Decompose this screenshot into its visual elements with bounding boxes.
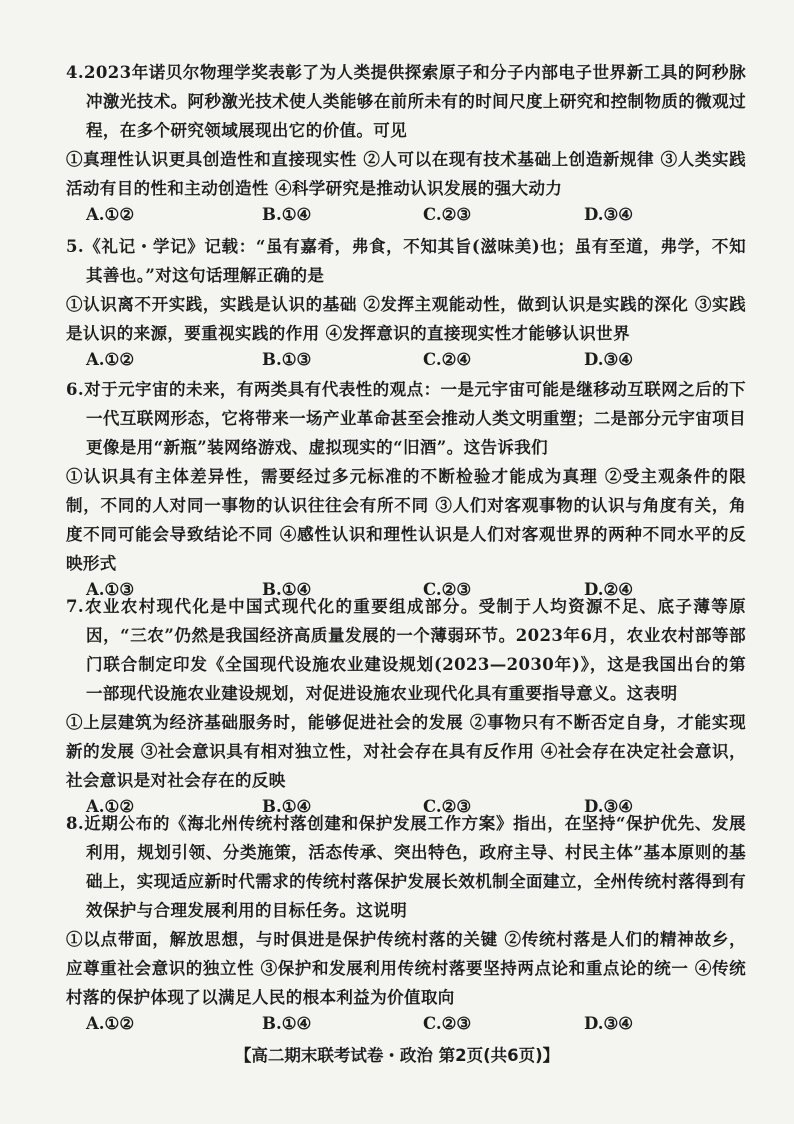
question-8 (66, 809, 746, 1042)
option-c[interactable]: C.②③ (423, 797, 472, 816)
option-d[interactable]: D.③④ (584, 205, 634, 224)
option-d[interactable]: D.②④ (584, 580, 634, 599)
question-5 (66, 232, 746, 378)
answer-options (66, 203, 746, 233)
question-stem: 8.近期公布的《海北州传统村落创建和保护发展工作方案》指出，在坚持“保护优先、发展利用，规划引领、分类施策，活态传承、突出特色，政府主导、村民主体”基本原则的基础上，实现适应新时代需求的传统村落保护发展长效机制全面建立，全州传统村落得到有效保护与合理发展利用的目标任务。这说明 (66, 814, 746, 920)
option-c[interactable]: C.②④ (423, 350, 472, 369)
option-b[interactable]: B.①④ (262, 205, 312, 224)
question-4 (66, 58, 746, 233)
option-d[interactable]: D.③④ (584, 797, 634, 816)
option-a[interactable]: A.①② (86, 205, 135, 224)
question-7 (66, 592, 746, 825)
option-b[interactable]: B.①③ (262, 350, 312, 369)
option-a[interactable]: A.①② (86, 1014, 135, 1033)
question-statements: ①认识离不开实践，实践是认识的基础 ②发挥主观能动性，做到认识是实践的深化 ③实践是认识的来源，要重视实践的作用 ④发挥意识的直接现实性才能够认识世界 (66, 295, 746, 343)
option-d[interactable]: D.③④ (584, 350, 634, 369)
option-c[interactable]: C.②③ (423, 205, 472, 224)
option-b[interactable]: B.①④ (262, 1014, 312, 1033)
question-stem: 6.对于元宇宙的未来，有两类具有代表性的观点：一是元宇宙可能是继移动互联网之后的下一代互联网形态，它将带来一场产业革命甚至会推动人类文明重塑；二是部分元宇宙项目更像是用“新瓶”装网络游戏、虚拟现实的“旧酒”。这告诉我们 (66, 380, 746, 457)
question-stem: 4.2023年诺贝尔物理学奖表彰了为人类提供探索原子和分子内部电子世界新工具的阿秒脉冲激光技术。阿秒激光技术使人类能够在前所未有的时间尺度上研究和控制物质的微观过程，在多个研究领域展现出它的价值。可见 (66, 63, 746, 140)
option-b[interactable]: B.①④ (262, 580, 312, 599)
question-6 (66, 375, 746, 608)
option-c[interactable]: C.②③ (423, 580, 472, 599)
option-b[interactable]: B.①④ (262, 797, 312, 816)
question-statements: ①认识具有主体差异性，需要经过多元标准的不断检验才能成为真理 ②受主观条件的限制，不同的人对同一事物的认识往往会有所不同 ③人们对客观事物的认识与角度有关，角度不同可能会导致结论不同 ④感性认识和理性认识是人们对客观世界的两种不同水平的反映形式 (66, 467, 746, 573)
option-c[interactable]: C.②③ (423, 1014, 472, 1033)
question-stem: 7.农业农村现代化是中国式现代化的重要组成部分。受制于人均资源不足、底子薄等原因，“三农”仍然是我国经济高质量发展的一个薄弱环节。2023年6月，农业农村部等部门联合制定印发《全国现代设施农业建设规划(2023—2030年)》，这是我国出台的第一部现代设施农业建设规划，对促进设施农业现代化具有重要指导意义。这表明 (66, 597, 746, 703)
option-d[interactable]: D.③④ (584, 1014, 634, 1033)
question-statements: ①以点带面，解放思想，与时俱进是保护传统村落的关键 ②传统村落是人们的精神故乡，应尊重社会意识的独立性 ③保护和发展利用传统村落要坚持两点论和重点论的统一 ④传统村落的保护体现了以满足人民的根本利益为价值取向 (66, 930, 746, 1007)
question-statements: ①上层建筑为经济基础服务时，能够促进社会的发展 ②事物只有不断否定自身，才能实现新的发展 ③社会意识具有相对独立性，对社会存在具有反作用 ④社会存在决定社会意识，社会意识是对社会存在的反映 (66, 713, 746, 790)
answer-options (66, 1012, 746, 1042)
question-statements: ①真理性认识更具创造性和直接现实性 ②人可以在现有技术基础上创造新规律 ③人类实践活动有目的性和主动创造性 ④科学研究是推动认识发展的强大动力 (66, 150, 746, 198)
page-footer: 【高二期末联考试卷・政治 第2页(共6页)】 (234, 1046, 560, 1065)
option-a[interactable]: A.①③ (86, 580, 135, 599)
answer-options (66, 348, 746, 378)
option-a[interactable]: A.①② (86, 797, 135, 816)
option-a[interactable]: A.①② (86, 350, 135, 369)
question-stem: 5.《礼记・学记》记载：“虽有嘉肴，弗食，不知其旨(滋味美)也；虽有至道，弗学，不知其善也。”对这句话理解正确的是 (66, 237, 746, 285)
